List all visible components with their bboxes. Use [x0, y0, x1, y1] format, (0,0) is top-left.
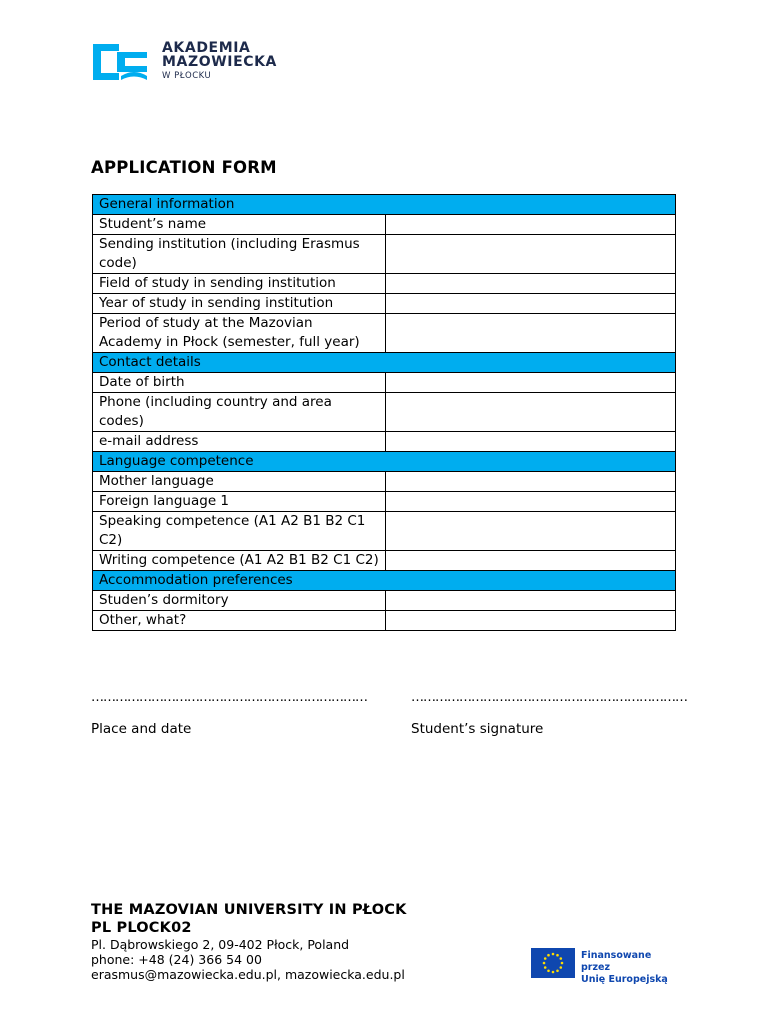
field-label: Period of study at the Mazovian Academy in Płock (semester, full year) — [93, 314, 386, 353]
field-value-cell[interactable] — [386, 551, 676, 571]
field-value-cell[interactable] — [386, 274, 676, 294]
footer-erasmus-code: PL PLOCK02 — [91, 920, 192, 936]
eu-funding-badge — [531, 948, 681, 985]
field-value-cell[interactable] — [386, 472, 676, 492]
signature-label: Student’s signature — [411, 721, 544, 737]
table-row — [93, 294, 676, 314]
section-header: General information — [93, 195, 676, 215]
field-value-cell[interactable] — [386, 215, 676, 235]
field-value-cell[interactable] — [386, 294, 676, 314]
table-row — [93, 432, 676, 452]
section-header-row — [93, 353, 676, 373]
field-label: Year of study in sending institution — [93, 294, 386, 314]
place-date-line[interactable]: …………………………………………………………… — [91, 690, 367, 705]
section-header: Contact details — [93, 353, 676, 373]
section-header-row — [93, 571, 676, 591]
table-row — [93, 373, 676, 393]
logo-line-3: W PŁOCKU — [162, 71, 212, 81]
table-row — [93, 611, 676, 631]
field-value-cell[interactable] — [386, 512, 676, 551]
table-row — [93, 551, 676, 571]
signature-line[interactable]: …………………………………………………………… — [411, 690, 687, 705]
section-header: Accommodation preferences — [93, 571, 676, 591]
field-value-cell[interactable] — [386, 611, 676, 631]
table-row — [93, 512, 676, 551]
place-date-label: Place and date — [91, 721, 192, 737]
footer-address: Pl. Dąbrowskiego 2, 09-402 Płock, Poland — [91, 937, 350, 952]
table-row — [93, 215, 676, 235]
field-value-cell[interactable] — [386, 314, 676, 353]
table-row — [93, 314, 676, 353]
field-value-cell[interactable] — [386, 373, 676, 393]
university-logo — [91, 40, 291, 84]
field-label: Other, what? — [93, 611, 386, 631]
table-row — [93, 591, 676, 611]
footer-phone: phone: +48 (24) 366 54 00 — [91, 952, 262, 967]
eu-text-line-2: Unię Europejską — [581, 974, 668, 985]
field-label: Studen’s dormitory — [93, 591, 386, 611]
footer-emails: erasmus@mazowiecka.edu.pl, mazowiecka.edu.pl — [91, 967, 405, 982]
field-value-cell[interactable] — [386, 492, 676, 512]
table-row — [93, 393, 676, 432]
field-label: Phone (including country and area codes) — [93, 393, 386, 432]
eu-text-line-1: Finansowane przez — [581, 950, 652, 973]
section-header-row — [93, 452, 676, 472]
page-title: APPLICATION FORM — [91, 158, 277, 177]
section-header: Language competence — [93, 452, 676, 472]
footer — [91, 901, 407, 982]
field-label: Date of birth — [93, 373, 386, 393]
field-label: Writing competence (A1 A2 B1 B2 C1 C2) — [93, 551, 386, 571]
footer-university-name: THE MAZOVIAN UNIVERSITY IN PŁOCK — [91, 902, 407, 918]
application-form-table — [92, 194, 676, 631]
field-label: Mother language — [93, 472, 386, 492]
eu-flag-icon — [531, 948, 575, 978]
table-row — [93, 492, 676, 512]
field-value-cell[interactable] — [386, 235, 676, 274]
field-label: Speaking competence (A1 A2 B1 B2 C1 C2) — [93, 512, 386, 551]
table-row — [93, 472, 676, 492]
field-value-cell[interactable] — [386, 591, 676, 611]
table-row — [93, 235, 676, 274]
field-label: e-mail address — [93, 432, 386, 452]
field-value-cell[interactable] — [386, 393, 676, 432]
logo-line-1: AKADEMIA — [162, 40, 251, 56]
table-row — [93, 274, 676, 294]
field-label: Field of study in sending institution — [93, 274, 386, 294]
section-header-row — [93, 195, 676, 215]
field-value-cell[interactable] — [386, 432, 676, 452]
academy-logo-icon — [91, 42, 149, 82]
field-label: Sending institution (including Erasmus code) — [93, 235, 386, 274]
field-label: Foreign language 1 — [93, 492, 386, 512]
field-label: Student’s name — [93, 215, 386, 235]
logo-line-2: MAZOWIECKA — [162, 54, 277, 70]
